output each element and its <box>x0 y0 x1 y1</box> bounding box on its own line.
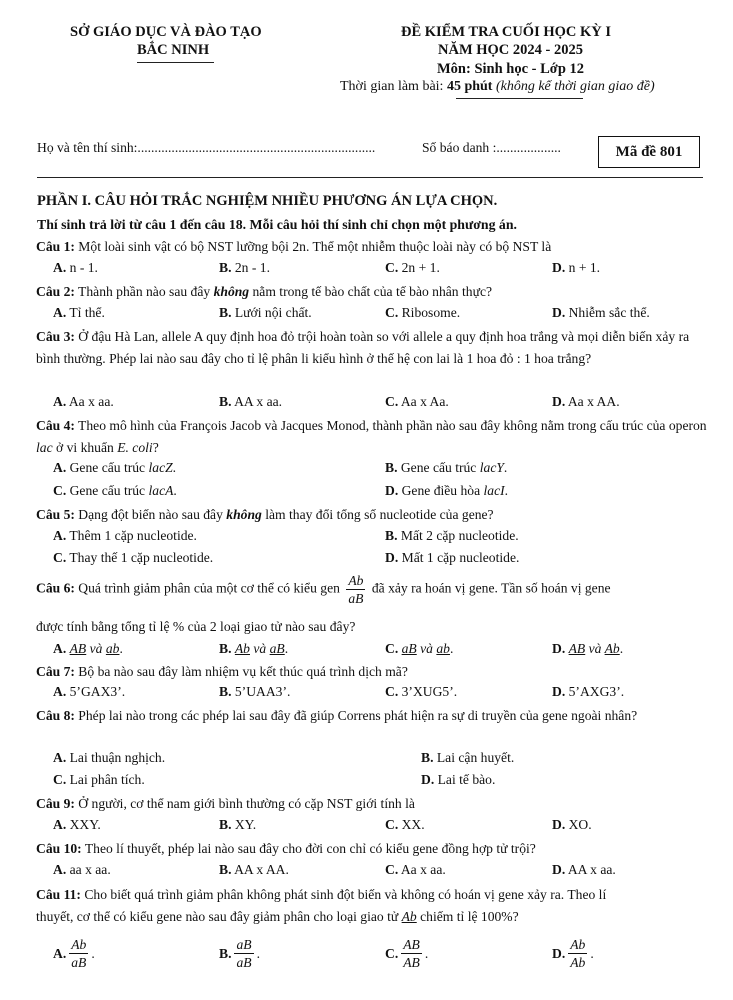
option-6d[interactable]: D. AB và Ab. <box>552 641 624 656</box>
time-note: (không kể thời gian giao đề) <box>492 79 655 94</box>
option-6b[interactable]: B. Ab và aB. <box>219 641 289 656</box>
exam-code-box <box>598 136 700 168</box>
option-3b[interactable]: B. AA x aa. <box>219 394 283 409</box>
question-label: Câu 9: <box>36 796 75 811</box>
question-11-line2: thuyết, cơ thể có kiểu gene nào sau đây giảm phân cho loại giao tử Ab chiếm tỉ lệ 100%? <box>36 909 519 924</box>
option-5c[interactable]: C. Thay thế 1 cặp nucleotide. <box>53 550 214 565</box>
exam-code: Mã đề 801 <box>615 143 683 160</box>
option-9b[interactable]: B. XY. <box>219 817 257 832</box>
option-10b[interactable]: B. AA x AA. <box>219 862 289 877</box>
separator-line <box>37 177 703 178</box>
option-8d[interactable]: D. Lai tế bào. <box>421 772 496 787</box>
question-2: Câu 2: Thành phần nào sau đây không nằm trong tế bào chất của tế bào nhân thực? <box>36 284 493 299</box>
option-5d[interactable]: D. Mất 1 cặp nucleotide. <box>385 550 520 565</box>
genotype-fraction: $\frac{Ab}{aB}$ <box>348 573 364 606</box>
option-6a[interactable]: A. AB và ab. <box>53 641 123 656</box>
question-3: Câu 3: Ở đậu Hà Lan, allele A quy định hoa đỏ trội hoàn toàn so với allele a quy định hoa trắng và mọi diễn biến xảy ra bình thường. Phép lai nào sau đây cho tỉ lệ phân li kiểu hình ở thế hệ con lai là 1 hoa đỏ : 1 hoa trắng? <box>36 329 690 366</box>
option-3c[interactable]: C. Aa x Aa. <box>385 394 449 409</box>
option-1b[interactable]: B. 2n - 1. <box>219 260 270 275</box>
option-10c[interactable]: C. Aa x aa. <box>385 862 446 877</box>
question-9: Câu 9: Ở người, cơ thể nam giới bình thường có cặp NST giới tính là <box>36 796 415 811</box>
time-underline <box>456 98 583 99</box>
question-7: Câu 7: Bộ ba nào sau đây làm nhiệm vụ kết thúc quá trình dịch mã? <box>36 664 408 679</box>
option-7c[interactable]: C. 3’XUG5’. <box>385 684 458 699</box>
option-7a[interactable]: A. 5’GAX3’. <box>53 684 126 699</box>
option-7d[interactable]: D. 5’AXG3’. <box>552 684 625 699</box>
exam-title: ĐỀ KIỂM TRA CUỐI HỌC KỲ I <box>401 24 612 40</box>
section-title: PHẦN I. CÂU HỎI TRẮC NGHIỆM NHIỀU PHƯƠNG ÁN LỰA CHỌN. <box>37 193 498 209</box>
option-3a[interactable]: A. Aa x aa. <box>53 394 114 409</box>
department-underline <box>137 62 214 63</box>
question-label: Câu 1: <box>36 239 75 254</box>
option-5a[interactable]: A. Thêm 1 cặp nucleotide. <box>53 528 197 543</box>
option-11b[interactable]: B. $\frac{aB}{aB}$ . <box>219 937 260 970</box>
question-label: Câu 8: <box>36 708 75 723</box>
option-1a[interactable]: A. n - 1. <box>53 260 98 275</box>
question-4: Câu 4: Theo mô hình của François Jacob và Jacques Monod, thành phần nào sau đây không nằm trong cấu trúc của operon lac ở vi khuẩn E. coli? <box>36 418 707 455</box>
question-5: Câu 5: Dạng đột biến nào sau đây không làm thay đổi tổng số nucleotide của gene? <box>36 507 494 522</box>
question-10: Câu 10: Theo lí thuyết, phép lai nào sau đây cho đời con chỉ có kiểu gene đồng hợp tử trội? <box>36 841 536 856</box>
question-label: Câu 5: <box>36 507 75 522</box>
option-10d[interactable]: D. AA x aa. <box>552 862 616 877</box>
option-1c[interactable]: C. 2n + 1. <box>385 260 440 275</box>
option-11d[interactable]: D. $\frac{Ab}{Ab}$ . <box>552 937 594 970</box>
time-prefix: Thời gian làm bài: <box>340 79 447 94</box>
option-6c[interactable]: C. aB và ab. <box>385 641 454 656</box>
option-11c[interactable]: C. $\frac{AB}{AB}$ . <box>385 937 429 970</box>
option-8c[interactable]: C. Lai phân tích. <box>53 772 145 787</box>
option-5b[interactable]: B. Mất 2 cặp nucleotide. <box>385 528 519 543</box>
option-4d[interactable]: D. Gene điều hòa lacI. <box>385 483 509 498</box>
question-label: Câu 7: <box>36 664 75 679</box>
option-9d[interactable]: D. XO. <box>552 817 592 832</box>
question-label: Câu 11: <box>36 887 81 902</box>
section-instruction: Thí sinh trả lời từ câu 1 đến câu 18. Mỗi câu hỏi thí sinh chỉ chọn một phương án. <box>37 217 517 232</box>
option-4c[interactable]: C. Gene cấu trúc lacA. <box>53 483 177 498</box>
option-8b[interactable]: B. Lai cận huyết. <box>421 750 515 765</box>
option-9a[interactable]: A. XXY. <box>53 817 101 832</box>
option-4b[interactable]: B. Gene cấu trúc lacY. <box>385 460 508 475</box>
question-8: Câu 8: Phép lai nào trong các phép lai sau đây đã giúp Correns phát hiện ra sự di truyền của gene ngoài nhân? <box>36 708 638 723</box>
student-id-field[interactable]: Số báo danh :................... <box>422 140 561 155</box>
question-text: Một loài sinh vật có bộ NST lưỡng bội 2n. Thể một nhiễm thuộc loài này có bộ NST là <box>74 239 552 254</box>
time-value: 45 phút <box>446 79 493 94</box>
gamete-ab: Ab <box>401 909 417 924</box>
time-line <box>340 79 655 95</box>
option-2b[interactable]: B. Lưới nội chất. <box>219 305 312 320</box>
option-3d[interactable]: D. Aa x AA. <box>552 394 620 409</box>
option-2a[interactable]: A. Tỉ thể. <box>53 305 105 320</box>
option-8a[interactable]: A. Lai thuận nghịch. <box>53 750 166 765</box>
subject-line: Môn: Sinh học - Lớp 12 <box>437 61 585 77</box>
student-name-field[interactable]: Họ và tên thí sinh:...................................................................... <box>37 140 376 155</box>
question-6-line2: được tính bằng tổng tỉ lệ % của 2 loại giao tử nào sau đây? <box>36 619 356 634</box>
school-year: NĂM HỌC 2024 - 2025 <box>438 42 583 58</box>
option-10a[interactable]: A. aa x aa. <box>53 862 111 877</box>
question-label: Câu 6: <box>36 580 75 596</box>
option-4a[interactable]: A. Gene cấu trúc lacZ. <box>53 460 177 475</box>
question-11: Câu 11: Cho biết quá trình giảm phân không phát sinh đột biến và không có hoán vị gene xảy ra. Theo lí <box>36 887 607 902</box>
option-1d[interactable]: D. n + 1. <box>552 260 601 275</box>
option-2c[interactable]: C. Ribosome. <box>385 305 461 320</box>
option-7b[interactable]: B. 5’UAA3’. <box>219 684 291 699</box>
question-label: Câu 3: <box>36 329 75 344</box>
question-label: Câu 2: <box>36 284 75 299</box>
question-1 <box>36 236 715 258</box>
department-line1: SỞ GIÁO DỤC VÀ ĐÀO TẠO <box>70 24 262 40</box>
question-label: Câu 10: <box>36 841 82 856</box>
question-6: Câu 6: Quá trình giảm phân của một cơ thể có kiểu gen $\frac{Ab}{aB}$ đã xảy ra hoán vị gene. Tần số hoán vị gene <box>36 573 611 606</box>
department-line2: BẮC NINH <box>137 42 210 58</box>
option-9c[interactable]: C. XX. <box>385 817 425 832</box>
option-11a[interactable]: A. $\frac{Ab}{aB}$ . <box>53 937 95 970</box>
question-label: Câu 4: <box>36 418 75 433</box>
option-2d[interactable]: D. Nhiễm sắc thể. <box>552 305 650 320</box>
